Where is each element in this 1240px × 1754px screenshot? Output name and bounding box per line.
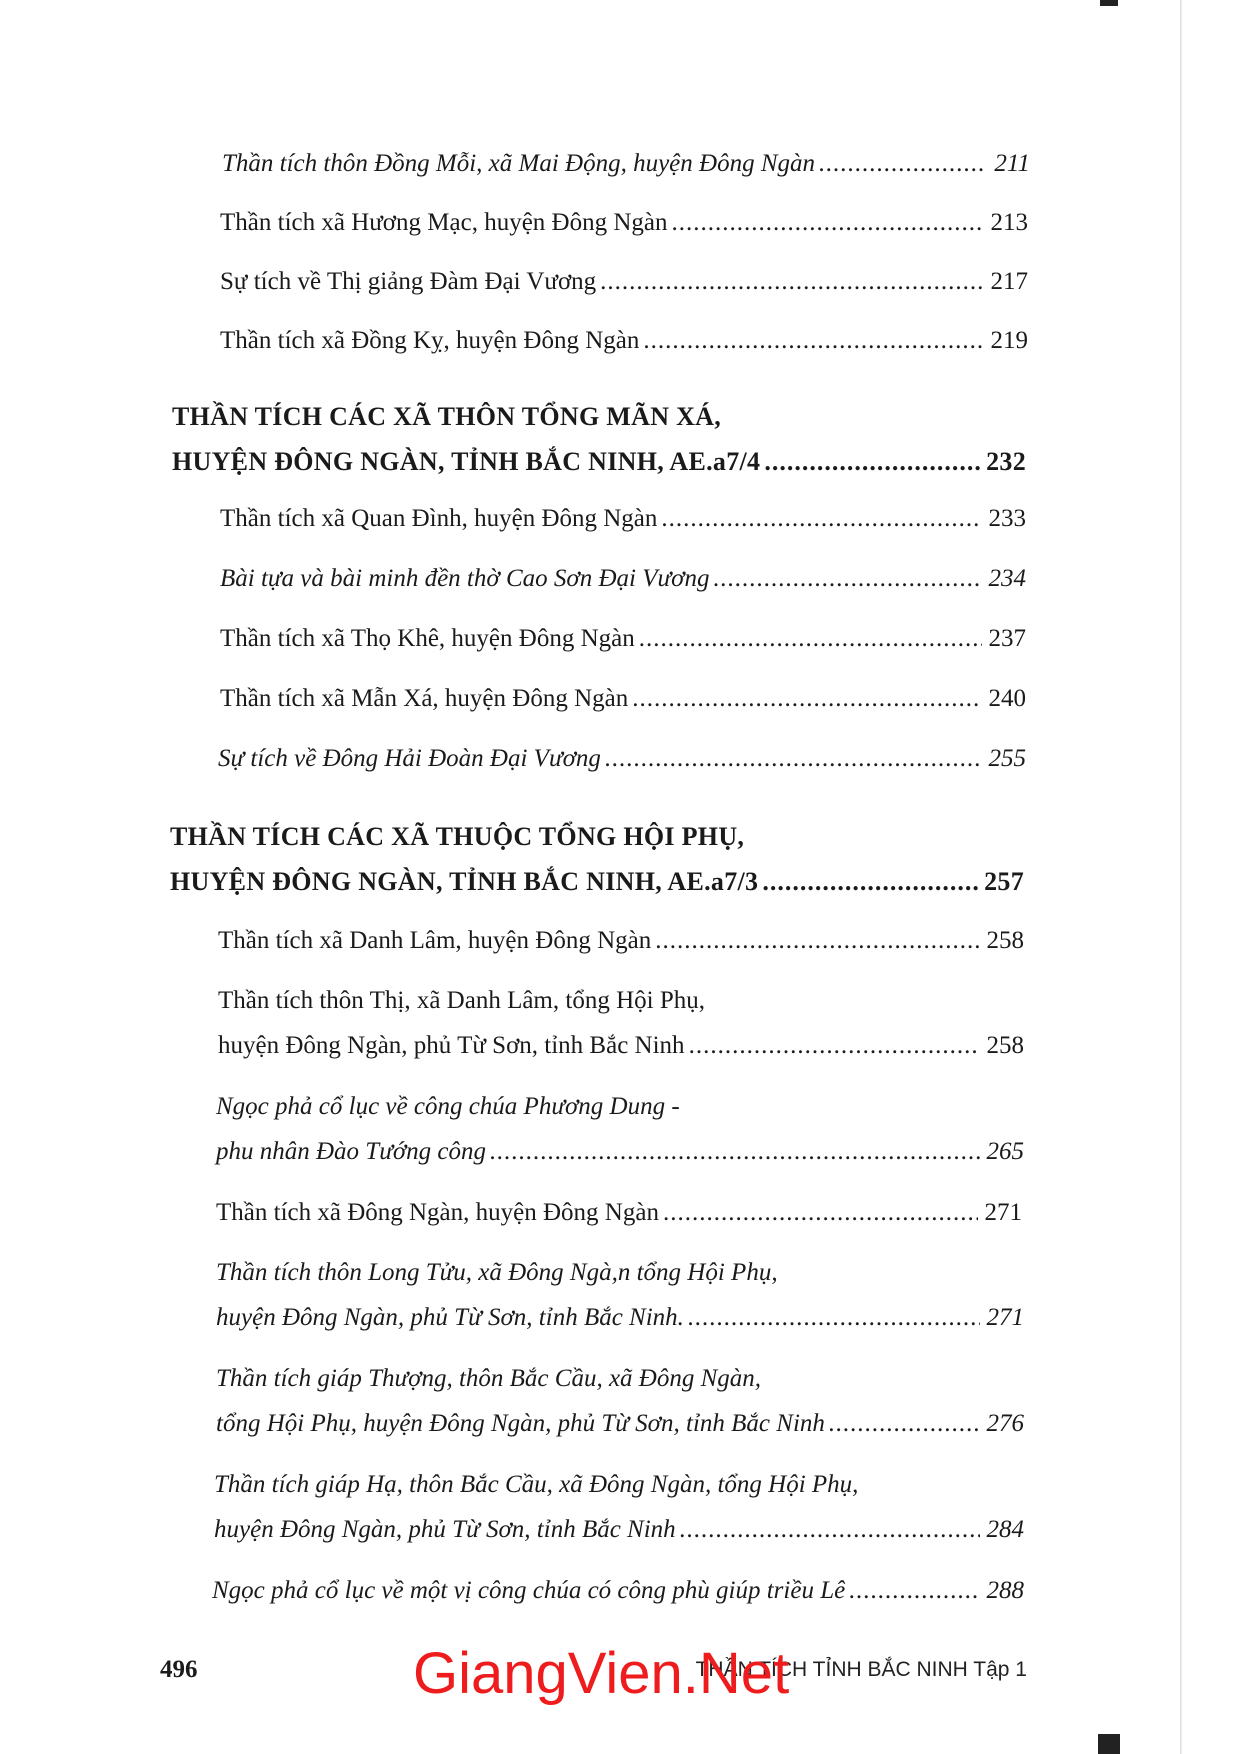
toc-entry-title: Bài tựa và bài minh đền thờ Cao Sơn Đại Vương bbox=[220, 565, 710, 592]
toc-entry bbox=[220, 496, 1026, 541]
toc-entry-page: 288 bbox=[986, 1577, 1024, 1604]
toc-entry-page: 276 bbox=[986, 1410, 1024, 1437]
dot-leader bbox=[600, 259, 984, 304]
toc-entry bbox=[216, 1250, 1024, 1340]
toc-entry bbox=[214, 1462, 1024, 1552]
toc-entry-page: 213 bbox=[990, 209, 1028, 236]
toc-entry-page: 255 bbox=[988, 745, 1026, 772]
toc-entry-title: Thần tích xã Thọ Khê, huyện Đông Ngàn bbox=[220, 625, 635, 652]
dot-leader bbox=[663, 1190, 978, 1235]
toc-section-heading bbox=[172, 394, 1026, 484]
toc-entry-page: 211 bbox=[994, 150, 1030, 177]
dot-leader bbox=[605, 736, 982, 781]
toc-entry-title: Thần tích giáp Hạ, thôn Bắc Cầu, xã Đông Ngàn, tổng Hội Phụ, bbox=[214, 1471, 859, 1498]
scan-corner-mark bbox=[1100, 0, 1118, 6]
toc-entry-page: 265 bbox=[986, 1138, 1024, 1165]
dot-leader bbox=[639, 616, 982, 661]
toc-entry bbox=[220, 318, 1028, 363]
toc-entry-title: Thần tích xã Danh Lâm, huyện Đông Ngàn bbox=[218, 927, 652, 954]
dot-leader bbox=[819, 141, 986, 186]
toc-entry-page: 233 bbox=[988, 505, 1026, 532]
dot-leader bbox=[689, 1023, 980, 1068]
toc-entry-page: 232 bbox=[986, 447, 1026, 476]
toc-entry bbox=[212, 1568, 1024, 1613]
toc-entry bbox=[220, 556, 1026, 601]
toc-entry bbox=[220, 200, 1028, 245]
dot-leader bbox=[655, 918, 980, 963]
toc-entry-title: Thần tích thôn Thị, xã Danh Lâm, tổng Hội Phụ, bbox=[218, 987, 705, 1014]
dot-leader bbox=[764, 439, 982, 484]
dot-leader bbox=[632, 676, 982, 721]
toc-entry-page: 271 bbox=[986, 1304, 1024, 1331]
toc-entry-page: 217 bbox=[990, 268, 1028, 295]
dot-leader bbox=[643, 318, 984, 363]
toc-entry-title: Thần tích xã Hương Mạc, huyện Đông Ngàn bbox=[220, 209, 668, 236]
toc-entry bbox=[218, 918, 1024, 963]
toc-entry-title: Thần tích giáp Thượng, thôn Bắc Cầu, xã Đông Ngàn, bbox=[216, 1365, 762, 1392]
dot-leader bbox=[688, 1295, 980, 1340]
toc-section-heading bbox=[170, 814, 1024, 904]
toc-entry-title: huyện Đông Ngàn, phủ Từ Sơn, tỉnh Bắc Ninh bbox=[218, 1032, 685, 1059]
toc-entry-title: Thần tích xã Mẫn Xá, huyện Đông Ngàn bbox=[220, 685, 629, 712]
toc-entry-page: 240 bbox=[988, 685, 1026, 712]
toc-entry-title: THẦN TÍCH CÁC XÃ THUỘC TỔNG HỘI PHỤ, bbox=[170, 822, 745, 851]
toc-entry-title: tổng Hội Phụ, huyện Đông Ngàn, phủ Từ Sơn, tỉnh Bắc Ninh bbox=[216, 1410, 825, 1437]
toc-entry bbox=[220, 676, 1026, 721]
dot-leader bbox=[680, 1507, 980, 1552]
toc-entry bbox=[216, 1084, 1024, 1174]
toc-entry-page: 258 bbox=[986, 927, 1024, 954]
toc-entry-title: THẦN TÍCH CÁC XÃ THÔN TỔNG MÃN XÁ, bbox=[172, 402, 722, 431]
dot-leader bbox=[714, 556, 983, 601]
dot-leader bbox=[762, 859, 980, 904]
dot-leader bbox=[829, 1401, 980, 1446]
toc-entry bbox=[218, 978, 1024, 1068]
page-number: 496 bbox=[160, 1656, 198, 1683]
dot-leader bbox=[661, 496, 982, 541]
dot-leader bbox=[672, 200, 985, 245]
dot-leader bbox=[490, 1129, 980, 1174]
toc-entry-title: Ngọc phả cổ lục về công chúa Phương Dung - bbox=[216, 1093, 680, 1120]
toc-entry-title: Thần tích xã Đồng Kỵ, huyện Đông Ngàn bbox=[220, 327, 640, 354]
toc-entry-title: Sự tích về Đông Hải Đoàn Đại Vương bbox=[218, 745, 601, 772]
toc-entry bbox=[216, 1356, 1024, 1446]
toc-entry bbox=[218, 736, 1026, 781]
toc-entry-page: 234 bbox=[988, 565, 1026, 592]
scan-corner-mark bbox=[1098, 1734, 1120, 1754]
toc-entry-page: 258 bbox=[986, 1032, 1024, 1059]
toc-entry-page: 237 bbox=[988, 625, 1026, 652]
watermark-text: GiangVien.Net bbox=[413, 1641, 790, 1706]
page-edge bbox=[1180, 0, 1182, 1754]
toc-entry-title: Thần tích thôn Long Tửu, xã Đông Ngà,n tổng Hội Phụ, bbox=[216, 1259, 778, 1286]
dot-leader bbox=[849, 1568, 980, 1613]
toc-entry bbox=[220, 616, 1026, 661]
toc-entry-title: HUYỆN ĐÔNG NGÀN, TỈNH BẮC NINH, AE.a7/4 bbox=[172, 447, 761, 476]
toc-entry-title: huyện Đông Ngàn, phủ Từ Sơn, tỉnh Bắc Ninh. bbox=[216, 1304, 684, 1331]
toc-entry-page: 257 bbox=[984, 867, 1024, 896]
toc-entry-title: Sự tích về Thị giảng Đàm Đại Vương bbox=[220, 268, 597, 295]
toc-entry-page: 284 bbox=[986, 1516, 1024, 1543]
toc-entry-title: Thần tích xã Đông Ngàn, huyện Đông Ngàn bbox=[216, 1199, 659, 1226]
toc-entry-title: HUYỆN ĐÔNG NGÀN, TỈNH BẮC NINH, AE.a7/3 bbox=[170, 867, 759, 896]
toc-entry-page: 271 bbox=[984, 1199, 1022, 1226]
toc-entry-title: phu nhân Đào Tướng công bbox=[216, 1138, 487, 1165]
toc-entry-title: Thần tích xã Quan Đình, huyện Đông Ngàn bbox=[220, 505, 658, 532]
running-title: THẦN TÍCH TỈNH BẮC NINH Tập 1 bbox=[695, 1658, 1027, 1681]
toc-entry-title: Thần tích thôn Đồng Mỗi, xã Mai Động, huyện Đông Ngàn bbox=[222, 150, 816, 177]
toc-entry-title: huyện Đông Ngàn, phủ Từ Sơn, tỉnh Bắc Ninh bbox=[214, 1516, 676, 1543]
toc-entry-title: Ngọc phả cổ lục về một vị công chúa có công phù giúp triều Lê bbox=[212, 1577, 846, 1604]
toc-entry-page: 219 bbox=[990, 327, 1028, 354]
toc-entry bbox=[220, 259, 1028, 304]
toc-entry bbox=[216, 1190, 1022, 1235]
toc-entry bbox=[222, 141, 1030, 186]
